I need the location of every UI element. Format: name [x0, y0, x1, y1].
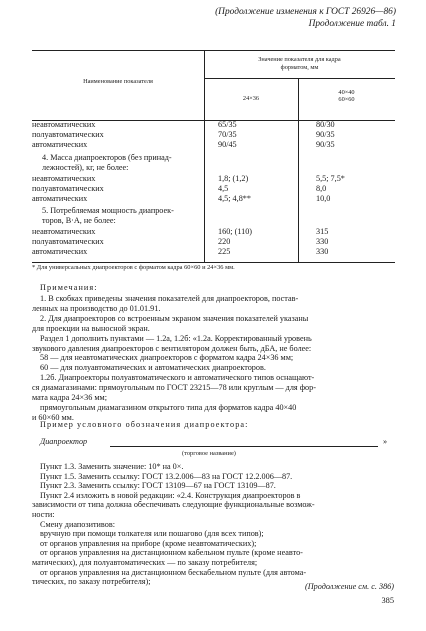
table-subheader-rule: [204, 78, 395, 79]
body-line: и 60×60 мм.: [32, 412, 74, 422]
body-line: вручную при помощи толкателя или пошагово (для всех типов);: [40, 529, 264, 539]
body-line: от органов управления на приборе (кроме неавтоматических);: [40, 538, 257, 548]
table-row-label: 5. Потребляемая мощность диапроек-: [42, 206, 174, 215]
table-cell-24x36: 1,8; (1,2): [218, 174, 249, 183]
table-cell-40x40-60x60: 90/35: [316, 130, 335, 139]
body-line: звукового давления диапроекторов с вентилятором должен быть, дБА, не более:: [32, 343, 312, 353]
body-line: тических, по заказу потребителя);: [32, 577, 151, 587]
body-line: Пункт 2.3. Заменить ссылку: ГОСТ 13109—67 на ГОСТ 13109—87.: [40, 481, 276, 491]
table-cell-40x40-60x60: 10,0: [316, 194, 331, 203]
table-cell-24x36: 225: [218, 247, 231, 256]
table-cell-40x40-60x60: 80/30: [316, 120, 335, 129]
table-cell-40x40-60x60: 8,0: [316, 184, 327, 193]
table-row-label: неавтоматических: [32, 120, 96, 129]
body-line: Пункт 1.3. Заменить значение: 10* на 0×.: [40, 462, 184, 471]
notes-title: Примечания:: [40, 283, 98, 292]
body-line: ся диамагазинами: прямоугольным по ГОСТ 23215—78 или круглым — для фор-: [32, 383, 316, 393]
table-row-label: 4. Масса диапроекторов (без принад-: [42, 153, 172, 162]
table-row-label: полуавтоматических: [32, 237, 104, 246]
table-cell-40x40-60x60: 330: [316, 247, 329, 256]
body-line: Смену диапозитивов:: [40, 519, 115, 529]
sub-col-header-24x36: 24×36: [242, 95, 260, 102]
table-cell-24x36: 4,5; 4,8**: [218, 194, 251, 203]
body-line: мата кадра 24×36 мм;: [32, 393, 108, 402]
table-cell-24x36: 220: [218, 237, 231, 246]
table-footnote: * Для универсальных диапроекторов с форматом кадра 60×60 и 24×36 мм.: [32, 264, 235, 271]
body-line: ленных на производство до 01.01.91.: [32, 303, 161, 313]
table-cell-24x36: 90/45: [218, 140, 237, 149]
table-cell-40x40-60x60: 330: [316, 237, 329, 246]
body-line: Пункт 1.5. Заменить ссылку: ГОСТ 13.2.006—83 на ГОСТ 12.2.006—87.: [40, 471, 293, 481]
table-cell-40x40-60x60: 5,5; 7,5*: [316, 174, 345, 183]
table-row-label: автоматических: [32, 140, 88, 149]
body-line: ности:: [32, 510, 55, 519]
body-line: прямоугольным диамагазином открытого типа для форматов кадра 40×40: [40, 402, 297, 412]
designation-blank-line: [110, 446, 378, 447]
body-line: Раздел 1 дополнить пунктами — 1.2а, 1.2б: «1.2а. Корректированный уровень: [40, 333, 312, 343]
body-line: 1.2б. Диапроекторы полуавтоматического и автоматического типов оснащают-: [40, 373, 315, 383]
sub-col-header-40x40: 40×40: [338, 89, 355, 96]
table-cell-40x40-60x60: 315: [316, 227, 329, 236]
table-row-label: автоматических: [32, 247, 88, 256]
table-cell-24x36: 65/35: [218, 120, 237, 129]
designation-caption: (торговое название): [182, 450, 236, 457]
table-col-divider: [204, 50, 205, 262]
body-line: 60 — для полуавтоматических и автоматических диапроекторов.: [40, 363, 266, 373]
body-line: для проекции на выносной экран.: [32, 323, 150, 333]
table-cell-24x36: 4,5: [218, 184, 229, 193]
body-line: Пункт 2.4 изложить в новой редакции: «2.4. Конструкция диапроекторов в: [40, 490, 301, 500]
table-row-label: торов, В·А, не более:: [42, 216, 116, 225]
table-cell-40x40-60x60: 90/35: [316, 140, 335, 149]
table-row-label: полуавтоматических: [32, 184, 104, 193]
body-line: 2. Для диапроекторов со встроенным экраном значения показателей указаны: [40, 313, 309, 323]
table-row-label: полуавтоматических: [32, 130, 104, 139]
body-line: зависимости от типа должна обеспечивать следующие функциональные возмож-: [32, 500, 315, 510]
table-subcol-divider: [298, 78, 299, 262]
table-row-label: неавтоматических: [32, 227, 96, 236]
body-line: 58 — для неавтоматических диапроекторов с форматом кадра 24×36 мм;: [40, 353, 294, 363]
designation-word: Диапроектор: [40, 437, 88, 446]
col-header-group-line2: форматом, мм: [280, 64, 319, 71]
continuation-note: (Продолжение см. с. 386): [305, 582, 394, 591]
col-header-group-line1: Значение показателя для кадра: [258, 56, 341, 63]
table-row-label: лежностей), кг, не более:: [42, 163, 129, 172]
table-top-rule: [32, 50, 395, 51]
col-header-name: Наименование показателя: [83, 78, 153, 85]
table-row-label: автоматических: [32, 194, 88, 203]
table-cell-24x36: 70/35: [218, 130, 237, 139]
page-number: 385: [381, 596, 394, 605]
sub-col-header-60x60: 60×60: [338, 96, 355, 103]
table-row-label: неавтоматических: [32, 174, 96, 183]
header-table-continuation: Продолжение табл. 1: [308, 19, 396, 29]
designation-end-quote: »: [383, 437, 388, 446]
body-line: матических), для полуавтоматических — по заказу потребителя;: [32, 558, 258, 567]
table-cell-24x36: 160; (110): [218, 227, 253, 236]
body-line: 1. В скобках приведены значения показателей для диапроекторов, постав-: [40, 294, 299, 303]
example-title: Пример условного обозначения диапроектора:: [40, 420, 249, 429]
body-line: от органов управления на дистанционном кабельном пульте (кроме неавто-: [40, 548, 303, 558]
header-amendment-title: (Продолжение изменения к ГОСТ 26926—86): [215, 7, 396, 17]
body-line: от органов управления на дистанционном бескабельном пульте (для автома-: [40, 567, 307, 577]
table-bottom-rule: [32, 262, 395, 263]
